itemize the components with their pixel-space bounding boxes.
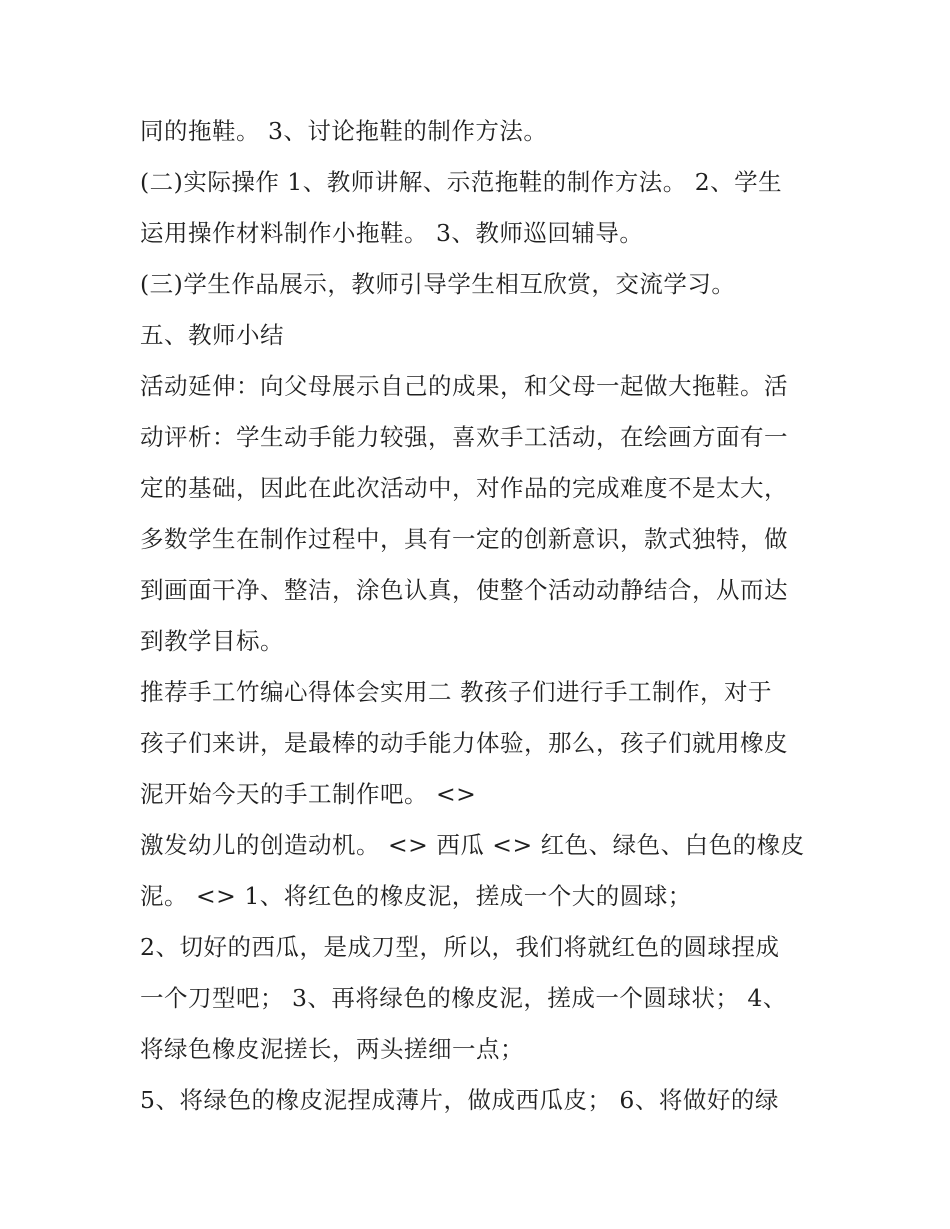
- paragraph-materials: [140, 820, 820, 922]
- paragraph-discussion: [140, 106, 820, 157]
- document-body: [140, 106, 820, 1126]
- text-line: 一个刀型吧； 3、再将绿色的橡皮泥，搓成一个圆球状； 4、: [140, 984, 787, 1012]
- paragraph-recommendation: [140, 667, 820, 820]
- paragraph-steps-5-6: [140, 1075, 820, 1126]
- paragraph-steps-2-4: [140, 922, 820, 1075]
- text-line: (二)实际操作 1、教师讲解、示范拖鞋的制作方法。 2、学生: [140, 168, 783, 196]
- text-line: 五、教师小结: [140, 321, 284, 349]
- paragraph-practical-operation: [140, 157, 820, 259]
- text-line: 定的基础，因此在此次活动中，对作品的完成难度不是太大，: [140, 474, 788, 502]
- text-line: 激发幼儿的创造动机。 <> 西瓜 <> 红色、绿色、白色的橡皮: [140, 831, 805, 859]
- text-line: 推荐手工竹编心得体会实用二 教孩子们进行手工制作，对于: [140, 678, 772, 706]
- text-line: 将绿色橡皮泥搓长，两头搓细一点；: [140, 1035, 524, 1063]
- text-line: 运用操作材料制作小拖鞋。 3、教师巡回辅导。: [140, 219, 644, 247]
- paragraph-activity-extension: [140, 361, 820, 667]
- text-line: 活动延伸：向父母展示自己的成果，和父母一起做大拖鞋。活: [140, 372, 788, 400]
- text-line: 5、将绿色的橡皮泥捏成薄片，做成西瓜皮； 6、将做好的绿: [140, 1086, 779, 1114]
- text-line: 孩子们来讲，是最棒的动手能力体验，那么，孩子们就用橡皮: [140, 729, 788, 757]
- text-line: 泥。 <> 1、将红色的橡皮泥，搓成一个大的圆球；: [140, 882, 692, 910]
- text-line: (三)学生作品展示，教师引导学生相互欣赏，交流学习。: [140, 270, 736, 298]
- text-line: 泥开始今天的手工制作吧。 <>: [140, 780, 477, 808]
- text-line: 多数学生在制作过程中，具有一定的创新意识，款式独特，做: [140, 525, 788, 553]
- text-line: 到教学目标。: [140, 627, 284, 655]
- text-line: 2、切好的西瓜，是成刀型，所以，我们将就红色的圆球捏成: [140, 933, 780, 961]
- paragraph-work-display: [140, 259, 820, 310]
- text-line: 到画面干净、整洁，涂色认真，使整个活动动静结合，从而达: [140, 576, 788, 604]
- text-line: 动评析：学生动手能力较强，喜欢手工活动，在绘画方面有一: [140, 423, 788, 451]
- text-line: 同的拖鞋。 3、讨论拖鞋的制作方法。: [140, 117, 548, 145]
- section-heading-teacher-summary: [140, 310, 820, 361]
